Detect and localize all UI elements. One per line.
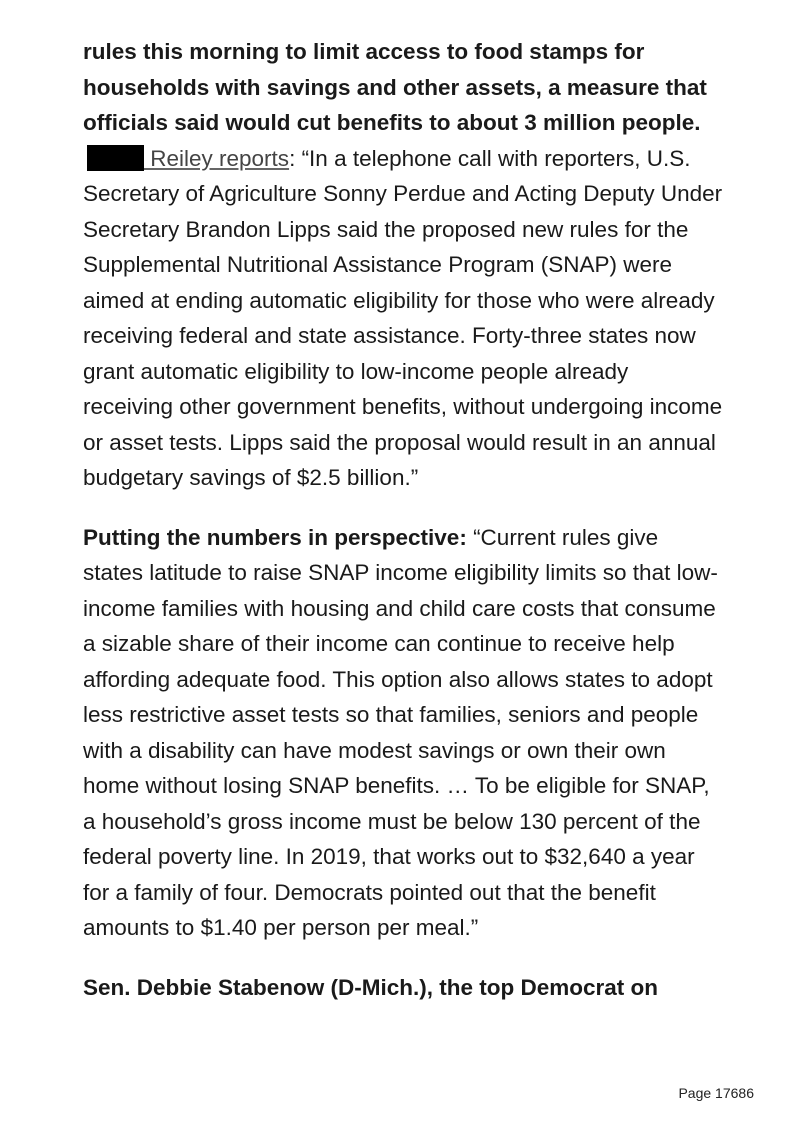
paragraph-2-lead: Putting the numbers in perspective:: [83, 524, 467, 550]
paragraph-2-body: “Current rules give states latitude to raise SNAP income eligibility limits so that low-income families with housing and child care costs that consume a sizable share of their income can continue to receive help affording adequate food. This option also allows states to adopt less restrictive asset tests so that families, seniors and people with a disability can have modest savings or own their own home without losing SNAP benefits. … To be eligible for SNAP, a household’s gross income must be below 130 percent of the federal poverty line. In 2019, that works out to $32,640 a year for a family of four. Democrats pointed out that the benefit amounts to $1.40 per person per meal.”: [83, 524, 718, 940]
paragraph-1-body: : “In a telephone call with reporters, U.S. Secretary of Agriculture Sonny Perdue and Acting Deputy Under Secretary Brandon Lipps said the proposed new rules for the Supplemental Nutritional Assistance Program (SNAP) were aimed at ending automatic eligibility for those who were already receiving federal and state assistance. Forty-three states now grant automatic eligibility to low-income people already receiving other government benefits, without undergoing income or asset tests. Lipps said the proposal would result in an annual budgetary savings of $2.5 billion.”: [83, 145, 723, 490]
redaction-block: [87, 145, 144, 171]
paragraph-1-lead: rules this morning to limit access to food stamps for households with savings and other assets, a measure that officials said would cut benefits to about 3 million people.: [83, 39, 707, 135]
paragraph-3: [83, 970, 723, 1006]
reporter-link[interactable]: Reiley reports: [144, 145, 290, 171]
page-number: Page 17686: [678, 1085, 754, 1101]
article-body: [83, 34, 723, 1029]
paragraph-2: [83, 520, 723, 946]
paragraph-1: [83, 34, 723, 496]
paragraph-3-lead: Sen. Debbie Stabenow (D-Mich.), the top Democrat on: [83, 974, 659, 1000]
